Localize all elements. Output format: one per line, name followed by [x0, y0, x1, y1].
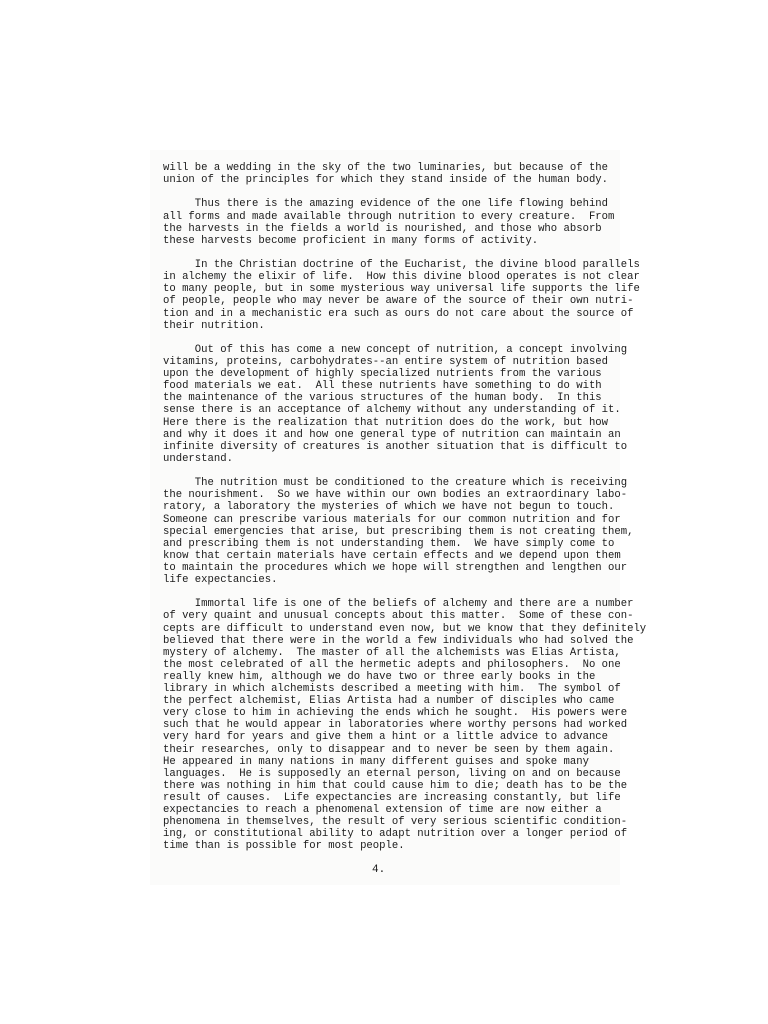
text-line: upon the development of highly specialized nutrients from the various: [163, 368, 602, 381]
text-line: really knew him, although we do have two or three early books in the: [163, 670, 596, 683]
paragraph: [163, 477, 634, 586]
paragraph: [163, 598, 647, 853]
text-line: In the Christian doctrine of the Eucharist, the divine blood parallels: [163, 259, 640, 272]
text-line: and why it does it and how one general type of nutrition can maintain an: [163, 428, 621, 441]
text-line: know that certain materials have certain effects and we depend upon them: [163, 549, 621, 562]
text-line: Thus there is the amazing evidence of the one life flowing behind: [163, 198, 609, 211]
text-line: mystery of alchemy. The master of all the alchemists was Elias Artista,: [163, 646, 621, 659]
page-number: 4.: [372, 864, 386, 876]
text-line: infinite diversity of creatures is another situation that is difficult to: [163, 440, 628, 453]
text-line: union of the principles for which they stand inside of the human body.: [163, 174, 609, 187]
text-line: the most celebrated of all the hermetic adepts and philosophers. No one: [163, 658, 621, 671]
text-line: these harvests become proficient in many forms of activity.: [163, 234, 539, 247]
text-line: to many people, but in some mysterious way universal life supports the life: [163, 283, 640, 296]
text-line: very hard for years and give them a hint or a little advice to advance: [163, 731, 609, 744]
text-line: their researches, only to disappear and to never be seen by them again.: [163, 743, 615, 756]
text-line: food materials we eat. All these nutrients have something to do with: [163, 380, 602, 393]
text-line: Here there is the realization that nutrition does do the work, but how: [163, 416, 609, 429]
text-line: such that he would appear in laboratories where worthy persons had worked: [163, 719, 628, 732]
text-line: to maintain the procedures which we hope will strengthen and lengthen our: [163, 561, 628, 574]
text-line: the harvests in the fields a world is nourished, and those who absorb: [163, 222, 602, 235]
paragraph: [163, 198, 618, 246]
text-line: the perfect alchemist, Elias Artista had a number of disciples who came: [163, 695, 615, 708]
text-line: and prescribing them is not understanding them. We have simply come to: [163, 537, 615, 550]
text-line: understand.: [163, 452, 233, 465]
text-line: result of causes. Life expectancies are increasing constantly, but life: [163, 791, 621, 804]
text-line: the maintenance of the various structures of the human body. In this: [163, 392, 602, 405]
paragraph: [163, 162, 618, 186]
document-body: [163, 162, 647, 865]
text-line: of people, people who may never be aware of the source of their own nutri-: [163, 295, 634, 308]
text-line: library in which alchemists described a meeting with him. The symbol of: [163, 683, 621, 696]
text-line: expectancies to reach a phenomenal extension of time are now either a: [163, 803, 602, 816]
text-line: He appeared in many nations in many different guises and spoke many: [163, 755, 589, 768]
text-line: Immortal life is one of the beliefs of alchemy and there are a number: [163, 598, 634, 611]
text-line: cepts are difficult to understand even now, but we know that they definitely: [163, 622, 647, 635]
text-line: special emergencies that arise, but prescribing them is not creating them,: [163, 525, 634, 538]
text-line: very close to him in achieving the ends which he sought. His powers were: [163, 707, 628, 720]
text-line: tion and in a mechanistic era such as ours do not care about the source of: [163, 307, 634, 320]
paragraph: [163, 259, 640, 332]
text-line: believed that there were in the world a few individuals who had solved the: [163, 634, 634, 647]
text-line: all forms and made available through nutrition to every creature. From: [163, 210, 615, 223]
text-line: the nourishment. So we have within our own bodies an extraordinary labo-: [163, 489, 628, 502]
text-line: languages. He is supposedly an eternal person, living on and on because: [163, 767, 621, 780]
text-line: phenomena in themselves, the result of very serious scientific condition-: [163, 816, 628, 829]
text-line: vitamins, proteins, carbohydrates--an entire system of nutrition based: [163, 356, 609, 369]
text-line: their nutrition.: [163, 319, 265, 332]
text-line: in alchemy the elixir of life. How this divine blood operates is not clear: [163, 271, 640, 284]
text-line: ratory, a laboratory the mysteries of which we have not begun to touch.: [163, 501, 615, 514]
text-line: will be a wedding in the sky of the two luminaries, but because of the: [163, 162, 609, 174]
text-line: ing, or constitutional ability to adapt nutrition over a longer period of: [163, 828, 628, 841]
text-line: there was nothing in him that could cause him to die; death has to be the: [163, 779, 628, 792]
text-line: sense there is an acceptance of alchemy without any understanding of it.: [163, 404, 621, 417]
text-line: Someone can prescribe various materials for our common nutrition and for: [163, 513, 621, 526]
text-line: life expectancies.: [163, 574, 278, 586]
paragraph: [163, 344, 628, 465]
text-line: of very quaint and unusual concepts about this matter. Some of these con-: [163, 610, 634, 623]
text-line: The nutrition must be conditioned to the creature which is receiving: [163, 477, 628, 490]
text-line: time than is possible for most people.: [163, 840, 405, 853]
text-line: Out of this has come a new concept of nutrition, a concept involving: [163, 344, 628, 357]
